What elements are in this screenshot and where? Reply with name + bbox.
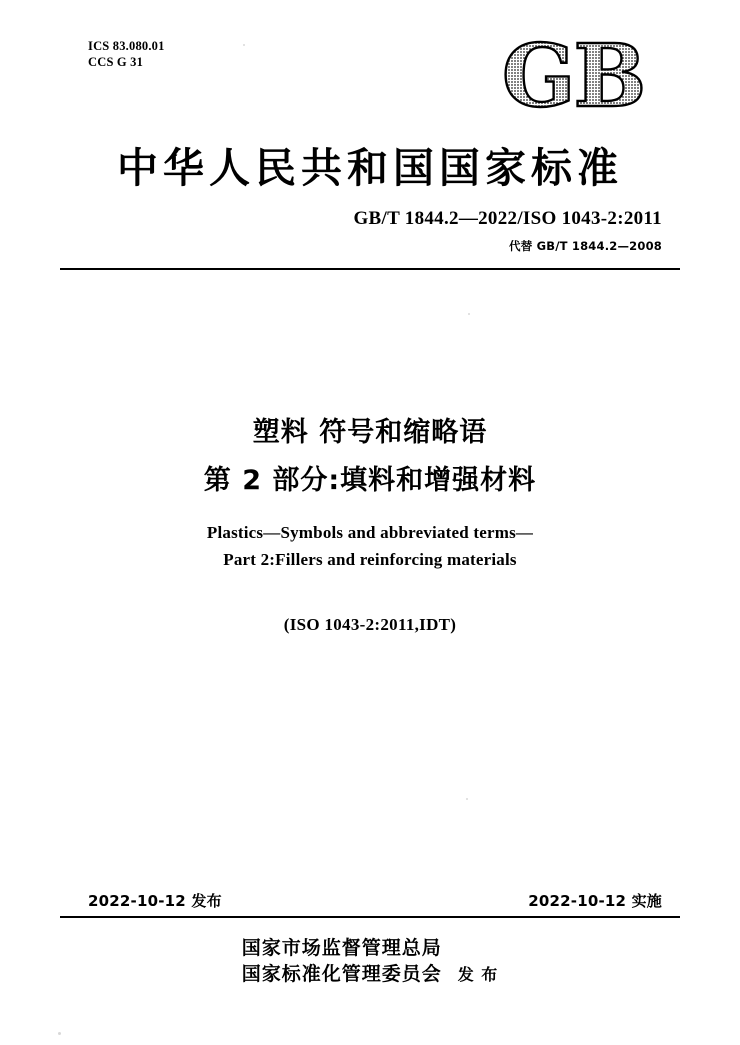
standard-replaces-note: 代替 GB/T 1844.2—2008 bbox=[509, 239, 662, 253]
issuer-line1: 国家市场监督管理总局 bbox=[241, 937, 442, 959]
subject-title-cn-line1: 塑料 符号和缩略语 bbox=[252, 417, 488, 448]
issuer-verb: 发 布 bbox=[457, 965, 499, 984]
standard-number: GB/T 1844.2—2022/ISO 1043-2:2011 bbox=[353, 208, 662, 229]
page-speck bbox=[58, 1032, 61, 1035]
classification-block bbox=[88, 38, 165, 70]
page-speck bbox=[466, 798, 468, 800]
issuer-line2: 国家标准化管理委员会 bbox=[241, 963, 442, 985]
issuer-block bbox=[0, 935, 740, 987]
gb-emblem-icon bbox=[502, 36, 662, 112]
page-speck bbox=[468, 313, 470, 315]
iso-equivalence-note: (ISO 1043-2:2011,IDT) bbox=[283, 615, 457, 634]
issue-date: 2022-10-12 发布 bbox=[88, 892, 222, 910]
national-standard-title: 中华人民共和国国家标准 bbox=[117, 144, 623, 192]
ics-code: ICS 83.080.01 bbox=[88, 39, 165, 53]
svg-text:GB: GB bbox=[502, 36, 645, 112]
subject-title-en-line1: Plastics—Symbols and abbreviated terms— bbox=[206, 523, 534, 542]
footer-divider bbox=[60, 916, 680, 918]
issuer-names bbox=[242, 935, 442, 987]
ccs-code: CCS G 31 bbox=[88, 55, 144, 69]
implementation-date: 2022-10-12 实施 bbox=[528, 892, 662, 910]
page-speck bbox=[243, 44, 245, 46]
header-divider bbox=[60, 268, 680, 270]
subject-title-en-line2: Part 2:Fillers and reinforcing materials bbox=[223, 550, 517, 569]
subject-title-cn-line2: 第 2 部分:填料和增强材料 bbox=[203, 465, 537, 496]
